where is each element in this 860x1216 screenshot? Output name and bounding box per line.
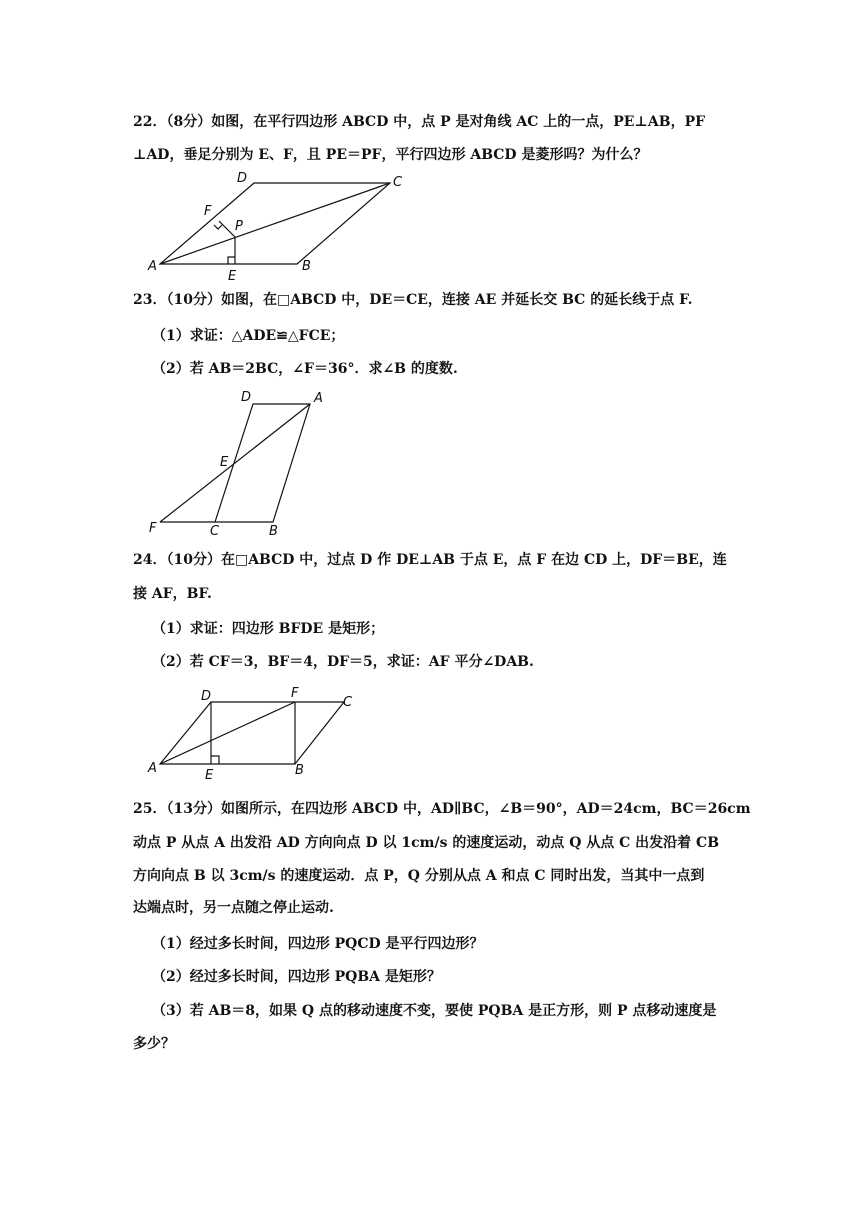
q22-label-a: A xyxy=(148,259,157,274)
q22-label-b: B xyxy=(302,259,311,274)
q22-label-d: D xyxy=(237,171,248,186)
q23-label-f: F xyxy=(149,521,157,536)
q24-segment-af xyxy=(160,702,295,764)
q22-figure xyxy=(140,170,430,285)
q23-label-c: C xyxy=(210,524,220,539)
q25-part2: （2）经过多长时间，四边形 PQBA 是矩形？ xyxy=(152,969,441,985)
q24-label-b: B xyxy=(295,763,304,778)
q24-label-e: E xyxy=(205,768,214,783)
q22-text-line2: ⊥AD，垂足分别为 E、F，且 PE＝PF，平行四边形 ABCD 是菱形吗？为什么？ xyxy=(133,147,648,163)
q22-text-line1: 22．（8分）如图，在平行四边形 ABCD 中，点 P 是对角线 AC 上的一点，PE⊥AB，PF xyxy=(133,114,706,130)
q23-parallelogram-abcd xyxy=(215,404,310,522)
q25-text-line3: 方向向点 B 以 3cm/s 的速度运动．点 P，Q 分别从点 A 和点 C 同时出发，当其中一点到 xyxy=(133,868,705,884)
q25-part1: （1）经过多长时间，四边形 PQCD 是平行四边形？ xyxy=(152,936,484,952)
q24-text-line2: 接 AF，BF. xyxy=(133,586,212,602)
q24-label-c: C xyxy=(343,695,353,710)
q22-segment-pf xyxy=(219,221,235,237)
q22-label-e: E xyxy=(228,269,237,284)
q24-part1: （1）求证：四边形 BFDE 是矩形； xyxy=(152,621,385,637)
q23-label-d: D xyxy=(241,390,252,405)
q22-right-angle-f xyxy=(214,225,222,229)
q22-label-c: C xyxy=(393,175,403,190)
q25-part3-line2: 多少？ xyxy=(133,1036,175,1052)
q23-part1: （1）求证：△ADE≌△FCE； xyxy=(152,328,345,344)
q24-figure xyxy=(145,684,375,784)
q22-label-f: F xyxy=(204,204,212,219)
q25-text-line1: 25．（13分）如图所示，在四边形 ABCD 中，AD∥BC，∠B＝90°，AD＝24cm，BC＝26cm xyxy=(133,801,751,817)
q22-label-p: P xyxy=(235,219,243,234)
q24-right-angle-e xyxy=(211,756,219,764)
q23-text-line1: 23．（10分）如图，在□ABCD 中，DE＝CE，连接 AE 并延长交 BC 的延长线于点 F. xyxy=(133,292,693,308)
q24-label-d: D xyxy=(201,689,212,704)
q23-part2: （2）若 AB＝2BC，∠F＝36°．求∠B 的度数. xyxy=(152,361,458,377)
q22-right-angle-e xyxy=(228,257,235,264)
q25-text-line4: 达端点时，另一点随之停止运动. xyxy=(133,900,334,916)
q24-label-a: A xyxy=(148,761,157,776)
q23-figure xyxy=(145,390,345,540)
q23-label-b: B xyxy=(269,524,278,539)
q24-part2: （2）若 CF＝3，BF＝4，DF＝5，求证：AF 平分∠DAB. xyxy=(152,654,534,670)
q24-label-f: F xyxy=(291,686,299,701)
q23-label-e: E xyxy=(220,455,229,470)
q25-text-line2: 动点 P 从点 A 出发沿 AD 方向向点 D 以 1cm/s 的速度运动，动点 Q 从点 C 出发沿着 CB xyxy=(133,835,720,851)
q23-label-a: A xyxy=(314,391,323,406)
q24-parallelogram-abcd xyxy=(160,702,344,764)
q25-part3-line1: （3）若 AB＝8，如果 Q 点的移动速度不变，要使 PQBA 是正方形，则 P 点移动速度是 xyxy=(152,1003,717,1019)
q24-text-line1: 24．（10分）在□ABCD 中，过点 D 作 DE⊥AB 于点 E，点 F 在边 CD 上，DF＝BE，连 xyxy=(133,552,727,568)
q23-line-af xyxy=(160,404,310,522)
q22-diagonal-ac xyxy=(160,183,390,264)
